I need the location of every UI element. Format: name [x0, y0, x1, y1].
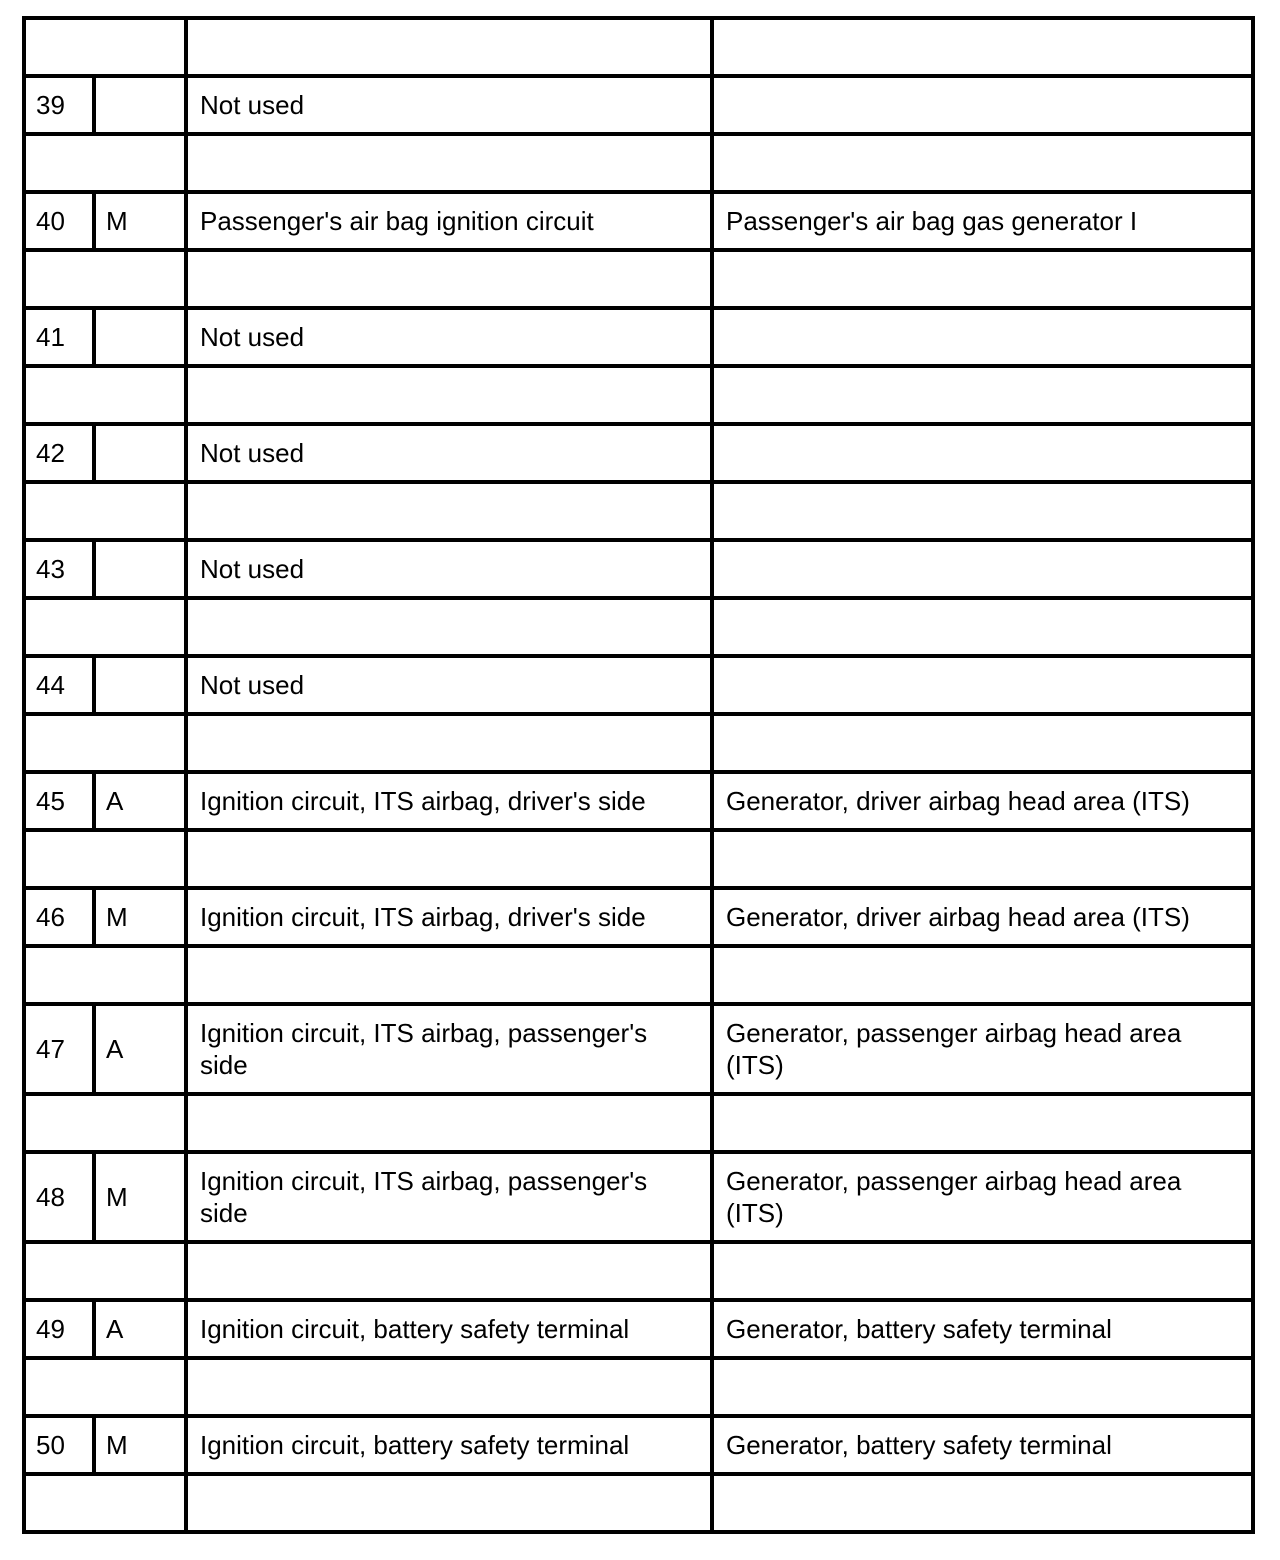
blank-cell [712, 1474, 1253, 1532]
table-row [24, 76, 1253, 134]
table-row [24, 1416, 1253, 1474]
blank-cell [186, 1474, 712, 1532]
table-row [24, 1152, 1253, 1242]
table-row [24, 1004, 1253, 1094]
table-row [24, 540, 1253, 598]
table-row [24, 772, 1253, 830]
pin-number-cell: 49 [24, 1300, 94, 1358]
table-body [24, 18, 1253, 1532]
spacer-row [24, 134, 1253, 192]
signal-code-cell: M [94, 1416, 186, 1474]
component-cell: Generator, driver airbag head area (ITS) [712, 888, 1253, 946]
table-row [24, 1300, 1253, 1358]
pin-number-cell: 43 [24, 540, 94, 598]
blank-cell [24, 1474, 186, 1532]
blank-cell [186, 1242, 712, 1300]
component-cell: Generator, driver airbag head area (ITS) [712, 772, 1253, 830]
blank-cell [186, 1358, 712, 1416]
blank-cell [24, 482, 186, 540]
description-cell: Not used [186, 424, 712, 482]
description-cell: Passenger's air bag ignition circuit [186, 192, 712, 250]
description-cell: Ignition circuit, battery safety terminal [186, 1416, 712, 1474]
spacer-row [24, 1358, 1253, 1416]
blank-cell [186, 482, 712, 540]
blank-cell [186, 946, 712, 1004]
spacer-row [24, 714, 1253, 772]
signal-code-cell [94, 424, 186, 482]
blank-cell [712, 482, 1253, 540]
blank-cell [186, 18, 712, 76]
description-cell: Not used [186, 308, 712, 366]
spacer-row [24, 830, 1253, 888]
spacer-row [24, 1242, 1253, 1300]
description-cell: Ignition circuit, ITS airbag, driver's side [186, 772, 712, 830]
spacer-row [24, 18, 1253, 76]
pin-number-cell: 39 [24, 76, 94, 134]
blank-cell [712, 598, 1253, 656]
signal-code-cell: A [94, 1004, 186, 1094]
pin-number-cell: 46 [24, 888, 94, 946]
blank-cell [24, 366, 186, 424]
spacer-row [24, 946, 1253, 1004]
blank-cell [24, 1358, 186, 1416]
pin-number-cell: 47 [24, 1004, 94, 1094]
signal-code-cell: M [94, 1152, 186, 1242]
blank-cell [24, 946, 186, 1004]
pin-number-cell: 45 [24, 772, 94, 830]
pin-number-cell: 42 [24, 424, 94, 482]
pin-number-cell: 40 [24, 192, 94, 250]
blank-cell [712, 1358, 1253, 1416]
component-cell: Generator, battery safety terminal [712, 1300, 1253, 1358]
blank-cell [24, 250, 186, 308]
component-cell [712, 540, 1253, 598]
blank-cell [712, 830, 1253, 888]
description-cell: Ignition circuit, ITS airbag, passenger's side [186, 1004, 712, 1094]
pin-number-cell: 44 [24, 656, 94, 714]
description-cell: Ignition circuit, ITS airbag, driver's side [186, 888, 712, 946]
blank-cell [24, 598, 186, 656]
component-cell: Passenger's air bag gas generator I [712, 192, 1253, 250]
table-row [24, 192, 1253, 250]
table-row [24, 656, 1253, 714]
spacer-row [24, 366, 1253, 424]
pin-assignment-table [22, 16, 1255, 1534]
blank-cell [186, 366, 712, 424]
blank-cell [24, 830, 186, 888]
description-cell: Not used [186, 656, 712, 714]
signal-code-cell: M [94, 888, 186, 946]
blank-cell [712, 946, 1253, 1004]
blank-cell [712, 250, 1253, 308]
blank-cell [186, 134, 712, 192]
description-cell: Not used [186, 76, 712, 134]
blank-cell [24, 1242, 186, 1300]
signal-code-cell: A [94, 1300, 186, 1358]
component-cell: Generator, battery safety terminal [712, 1416, 1253, 1474]
signal-code-cell [94, 76, 186, 134]
spacer-row [24, 482, 1253, 540]
blank-cell [186, 250, 712, 308]
signal-code-cell [94, 656, 186, 714]
table-row [24, 424, 1253, 482]
spacer-row [24, 250, 1253, 308]
blank-cell [712, 134, 1253, 192]
description-cell: Not used [186, 540, 712, 598]
spacer-row [24, 1474, 1253, 1532]
blank-cell [712, 1094, 1253, 1152]
component-cell: Generator, passenger airbag head area (ITS) [712, 1152, 1253, 1242]
pin-number-cell: 48 [24, 1152, 94, 1242]
pin-number-cell: 50 [24, 1416, 94, 1474]
signal-code-cell [94, 308, 186, 366]
signal-code-cell [94, 540, 186, 598]
blank-cell [186, 714, 712, 772]
component-cell [712, 76, 1253, 134]
pin-number-cell: 41 [24, 308, 94, 366]
component-cell [712, 424, 1253, 482]
signal-code-cell: M [94, 192, 186, 250]
blank-cell [186, 598, 712, 656]
component-cell [712, 656, 1253, 714]
component-cell: Generator, passenger airbag head area (ITS) [712, 1004, 1253, 1094]
blank-cell [186, 830, 712, 888]
table-row [24, 308, 1253, 366]
description-cell: Ignition circuit, battery safety terminal [186, 1300, 712, 1358]
blank-cell [24, 134, 186, 192]
component-cell [712, 308, 1253, 366]
signal-code-cell: A [94, 772, 186, 830]
table-row [24, 888, 1253, 946]
spacer-row [24, 598, 1253, 656]
blank-cell [186, 1094, 712, 1152]
blank-cell [712, 714, 1253, 772]
blank-cell [24, 714, 186, 772]
description-cell: Ignition circuit, ITS airbag, passenger's side [186, 1152, 712, 1242]
blank-cell [712, 1242, 1253, 1300]
spacer-row [24, 1094, 1253, 1152]
blank-cell [24, 1094, 186, 1152]
blank-cell [712, 366, 1253, 424]
blank-cell [24, 18, 186, 76]
blank-cell [712, 18, 1253, 76]
